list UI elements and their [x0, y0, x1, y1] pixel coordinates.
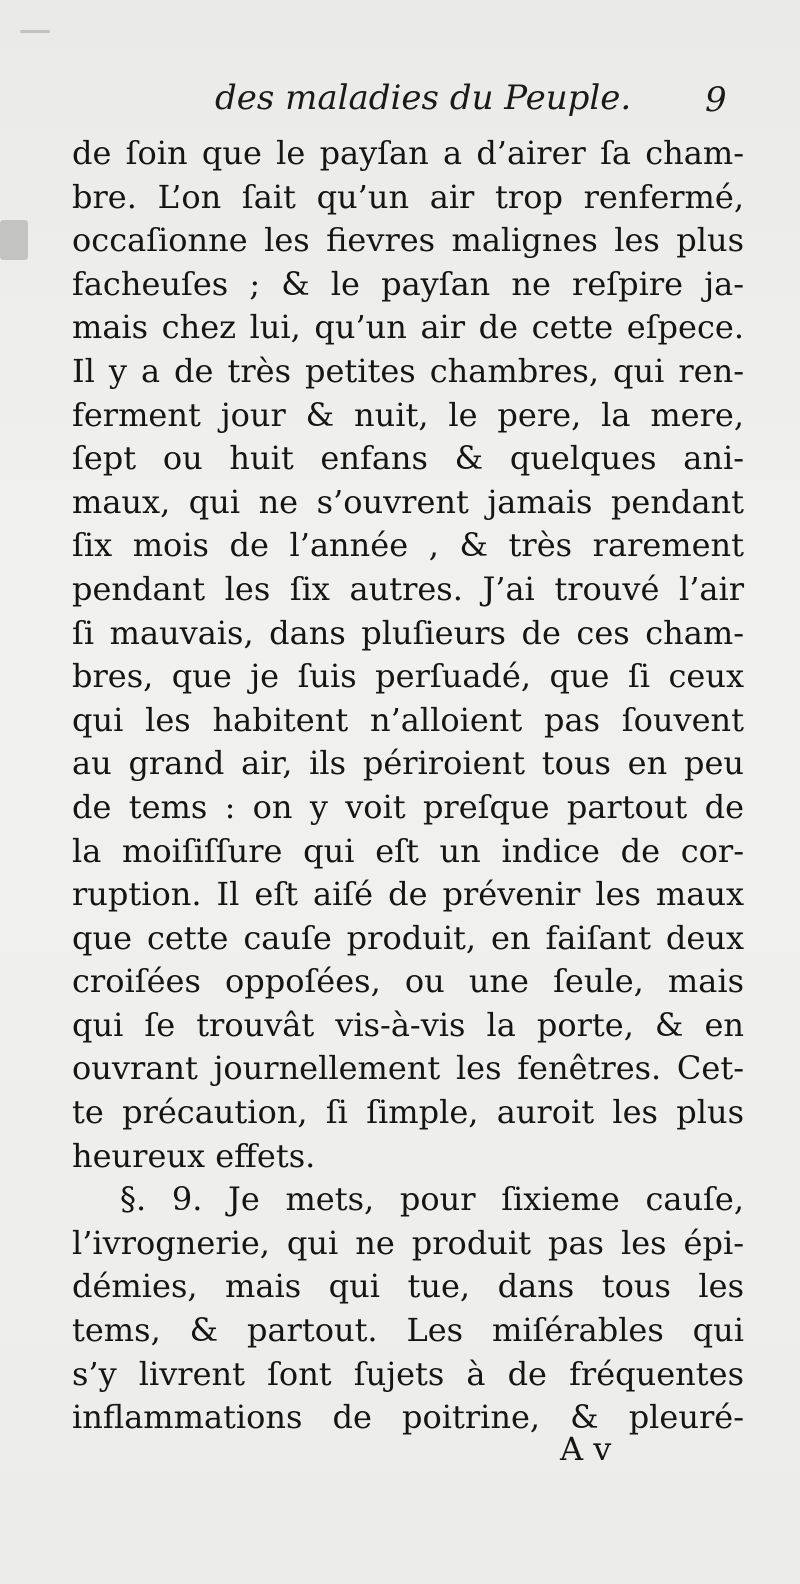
page-number: 9 — [705, 80, 727, 120]
catchword-signature: A v — [560, 1430, 612, 1468]
text-line: la moiſiſſure qui eſt un indice de cor- — [72, 831, 744, 870]
text-line: qui ſe trouvât vis-à-vis la porte, & en — [72, 1005, 744, 1044]
text-line: ferment jour & nuit, le pere, la mere, — [72, 395, 744, 434]
text-line: ruption. Il eſt aiſé de prévenir les maux — [72, 875, 744, 914]
text-line: ſept ou huit enfans & quelques ani- — [72, 439, 744, 478]
text-line: te précaution, ſi ſimple, auroit les plus — [72, 1093, 744, 1132]
text-line: bres, que je ſuis perſuadé, que ſi ceux — [72, 657, 744, 696]
text-line: pendant les ſix autres. J’ai trouvé l’air — [72, 569, 744, 608]
text-line: démies, mais qui tue, dans tous les — [72, 1267, 744, 1306]
text-line: mais chez lui, qu’un air de cette eſpece. — [72, 308, 744, 347]
text-line: ſi mauvais, dans pluſieurs de ces cham- — [72, 613, 744, 652]
margin-smudge — [20, 30, 50, 33]
page-header — [0, 78, 800, 128]
text-line: de tems : on y voit preſque partout de — [72, 787, 744, 826]
text-line: l’ivrognerie, qui ne produit pas les épi- — [72, 1223, 744, 1262]
text-line: tems, & partout. Les miſérables qui — [72, 1311, 744, 1350]
text-line: croiſées oppoſées, ou une ſeule, mais — [72, 962, 744, 1001]
text-line: que cette cauſe produit, en faiſant deux — [72, 918, 744, 957]
margin-smudge — [0, 220, 28, 260]
text-line: ſix mois de l’année , & très rarement — [72, 526, 744, 565]
text-line: au grand air, ils périroient tous en peu — [72, 744, 744, 783]
text-line: heureux effets. — [72, 1136, 316, 1175]
text-line: maux, qui ne s’ouvrent jamais pendant — [72, 482, 744, 521]
text-line: ouvrant journellement les fenêtres. Cet- — [72, 1049, 744, 1088]
text-line: Il y a de très petites chambres, qui ren- — [72, 351, 744, 390]
text-line: facheuſes ; & le payſan ne reſpire ja- — [72, 264, 744, 303]
text-line-paragraph-start: §. 9. Je mets, pour ſixieme cauſe, — [120, 1180, 744, 1219]
text-line: de ſoin que le payſan a d’airer ſa cham- — [72, 134, 744, 172]
text-line: occaſionne les fievres malignes les plus — [72, 221, 744, 260]
text-line: inflammations de poitrine, & pleuré- — [72, 1398, 744, 1437]
text-line: bre. L’on ſait qu’un air trop renfermé, — [72, 177, 744, 216]
body-text — [72, 132, 744, 1440]
running-title: des maladies du Peuple. — [215, 78, 632, 118]
text-line: s’y livrent ſont ſujets à de fréquentes — [72, 1354, 744, 1393]
text-line: qui les habitent n’alloient pas ſouvent — [72, 700, 744, 739]
